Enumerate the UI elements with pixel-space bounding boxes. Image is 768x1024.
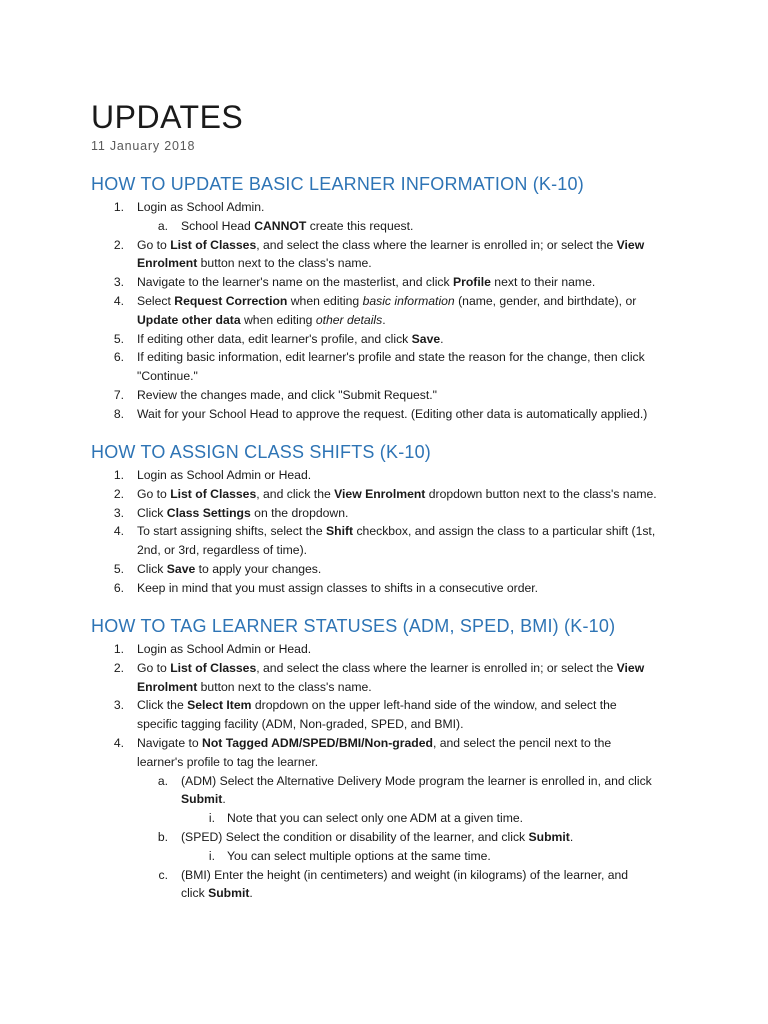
list-tag-learner-statuses <box>0 640 768 903</box>
list-item: 5. If editing other data, edit learner's profile, and click Save. <box>0 330 768 349</box>
item-number: 3. <box>113 275 124 290</box>
list-item: 2. Go to List of Classes, and click the View Enrolment dropdown button next to the class's name. <box>0 485 768 504</box>
list-item-continuation: specific tagging facility (ADM, Non-graded, SPED, and BMI). <box>137 717 464 732</box>
list-item: 1. Login as School Admin or Head. <box>0 466 768 485</box>
item-number: 8. <box>113 406 124 421</box>
list-item-continuation: Submit. <box>181 792 226 807</box>
list-item: 5. Click Save to apply your changes. <box>0 560 768 579</box>
list-item: 4. Navigate to Not Tagged ADM/SPED/BMI/Non-graded, and select the pencil next to the <box>0 734 768 753</box>
item-number: 2. <box>113 486 124 501</box>
list-item: 3. Click Class Settings on the dropdown. <box>0 504 768 523</box>
list-assign-class-shifts <box>0 466 768 598</box>
list-item-continuation: Update other data when editing other details. <box>137 312 386 327</box>
list-item: 2. Go to List of Classes, and select the class where the learner is enrolled in; or select the View <box>0 236 768 255</box>
list-item: i. You can select multiple options at the same time. <box>0 847 768 866</box>
list-item: 3. Navigate to the learner's name on the masterlist, and click Profile next to their name. <box>0 273 768 292</box>
list-item: a. School Head CANNOT create this request. <box>0 217 768 236</box>
list-item: i. Note that you can select only one ADM at a given time. <box>0 809 768 828</box>
item-number: a. <box>157 773 168 788</box>
list-item-continuation: Enrolment button next to the class's name. <box>137 679 372 694</box>
list-item-continuation: "Continue." <box>137 369 198 384</box>
item-number: i. <box>208 848 215 863</box>
item-number: 5. <box>113 561 124 576</box>
list-item-continuation: Enrolment button next to the class's name. <box>137 256 372 271</box>
item-number: 5. <box>113 331 124 346</box>
list-item: 6. Keep in mind that you must assign classes to shifts in a consecutive order. <box>0 579 768 598</box>
list-item: 2. Go to List of Classes, and select the class where the learner is enrolled in; or select the View <box>0 659 768 678</box>
list-item: c. (BMI) Enter the height (in centimeters) and weight (in kilograms) of the learner, and <box>0 866 768 885</box>
item-number: a. <box>157 218 168 233</box>
section-heading-update-learner-info: HOW TO UPDATE BASIC LEARNER INFORMATION (K-10) <box>91 174 584 194</box>
list-item: 8. Wait for your School Head to approve the request. (Editing other data is automatically applied.) <box>0 405 768 424</box>
item-number: 4. <box>113 735 124 750</box>
item-number: b. <box>157 829 168 844</box>
item-number: 2. <box>113 660 124 675</box>
item-number: 3. <box>113 505 124 520</box>
item-number: 4. <box>113 293 124 308</box>
item-number: c. <box>158 867 168 882</box>
item-number: 2. <box>113 237 124 252</box>
item-number: 7. <box>113 387 124 402</box>
list-item: 1. Login as School Admin. <box>0 198 768 217</box>
list-item: 3. Click the Select Item dropdown on the upper left-hand side of the window, and select the <box>0 696 768 715</box>
list-item: 1. Login as School Admin or Head. <box>0 640 768 659</box>
item-number: 1. <box>113 468 124 482</box>
item-number: 4. <box>113 524 124 539</box>
list-item: a. (ADM) Select the Alternative Delivery Mode program the learner is enrolled in, and click <box>0 772 768 791</box>
list-item-continuation: learner's profile to tag the learner. <box>137 754 319 769</box>
item-number: i. <box>208 811 215 826</box>
item-number: 1. <box>113 200 124 214</box>
list-item: 7. Review the changes made, and click "Submit Request." <box>0 386 768 405</box>
list-item: 4. To start assigning shifts, select the Shift checkbox, and assign the class to a particular shift (1st, <box>0 522 768 541</box>
page-date: 11 January 2018 <box>91 139 196 153</box>
section-heading-tag-learner-statuses: HOW TO TAG LEARNER STATUSES (ADM, SPED, BMI) (K-10) <box>91 616 616 636</box>
list-item-continuation: 2nd, or 3rd, regardless of time). <box>137 543 308 558</box>
list-item: 6. If editing basic information, edit learner's profile and state the reason for the change, then click <box>0 348 768 367</box>
list-item-continuation: click Submit. <box>181 886 253 901</box>
item-number: 6. <box>113 580 124 595</box>
section-heading-assign-class-shifts: HOW TO ASSIGN CLASS SHIFTS (K-10) <box>91 442 432 462</box>
page-title: UPDATES <box>91 99 244 135</box>
list-item: b. (SPED) Select the condition or disability of the learner, and click Submit. <box>0 828 768 847</box>
item-number: 6. <box>113 350 124 365</box>
item-number: 3. <box>113 698 124 713</box>
item-number: 1. <box>113 642 124 656</box>
list-item: 4. Select Request Correction when editing basic information (name, gender, and birthdate), or <box>0 292 768 311</box>
list-update-learner-info <box>0 198 768 424</box>
